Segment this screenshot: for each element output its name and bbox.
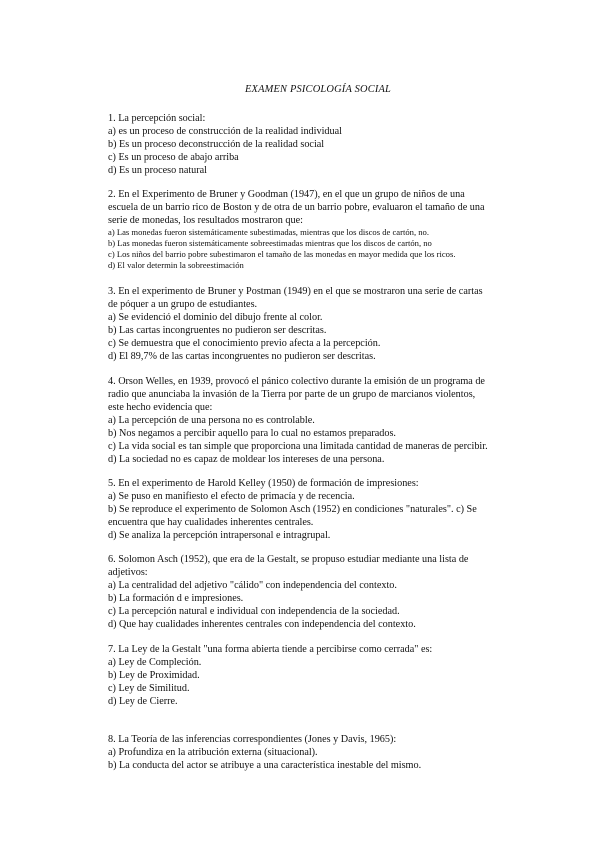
option-c[interactable]: c) Se demuestra que el conocimiento previo afecta a la percepción. [108,338,381,349]
question-stem: radio que anunciaba la invasión de la Tierra por parte de un grupo de marcianos violentos, [108,389,476,400]
option-c[interactable]: c) La percepción natural e individual con independencia de la sociedad. [108,606,400,617]
option-c[interactable]: c) Es un proceso de abajo arriba [108,152,239,163]
option-b[interactable]: b) Las cartas incongruentes no pudieron ser descritas. [108,325,327,336]
options-list [108,414,520,466]
question-stem: 6. Solomon Asch (1952), que era de la Gestalt, se propuso estudiar mediante una lista de [108,554,469,565]
question-5 [108,477,520,542]
question-7 [108,643,520,708]
option-a[interactable]: a) La percepción de una persona no es controlable. [108,415,315,426]
option-c[interactable]: encuentra que hay cualidades inherentes centrales. [108,517,314,528]
option-d[interactable]: d) Se analiza la percepción intrapersonal e intragrupal. [108,530,331,541]
question-stem: serie de monedas, los resultados mostraron que: [108,215,303,226]
question-stem: de póquer a un grupo de estudiantes. [108,299,258,310]
options-list [108,490,520,542]
option-a[interactable]: a) es un proceso de construcción de la realidad individual [108,126,342,137]
question-stem: 4. Orson Welles, en 1939, provocó el pánico colectivo durante la emisión de un programa de [108,376,485,387]
option-b[interactable]: b) La conducta del actor se atribuye a una característica inestable del mismo. [108,760,422,771]
options-list [108,656,520,708]
option-d[interactable]: d) Ley de Cierre. [108,696,178,707]
option-b[interactable]: b) Ley de Proximidad. [108,670,200,681]
options-list [108,746,520,772]
question-3 [108,285,520,363]
option-d[interactable]: d) Es un proceso natural [108,165,208,176]
question-6 [108,553,520,631]
option-c[interactable]: c) La vida social es tan simple que proporciona una limitada cantidad de maneras de percibir. [108,441,488,452]
question-2 [108,188,520,271]
option-d[interactable]: d) La sociedad no es capaz de moldear los intereses de una persona. [108,454,385,465]
option-a[interactable]: a) Las monedas fueron sistemáticamente subestimadas, mientras que los discos de cartón, no. [108,227,429,237]
option-d[interactable]: d) El 89,7% de las cartas incongruentes no pudieron ser descritas. [108,351,376,362]
question-8 [108,733,520,772]
question-stem: 2. En el Experimento de Bruner y Goodman (1947), en el que un grupo de niños de una [108,189,465,200]
question-stem: 7. La Ley de la Gestalt "una forma abierta tiende a percibirse como cerrada" es: [108,644,433,655]
question-stem: adjetivos: [108,567,148,578]
option-c[interactable]: c) Ley de Similitud. [108,683,190,694]
option-a[interactable]: a) Se puso en manifiesto el efecto de primacía y de recencia. [108,491,355,502]
option-a[interactable]: a) Profundiza en la atribución externa (situacional). [108,747,318,758]
page-title: EXAMEN PSICOLOGÍA SOCIAL [244,84,392,95]
option-d[interactable]: d) Que hay cualidades inherentes centrales con independencia del contexto. [108,619,416,630]
question-stem: 1. La percepción social: [108,113,206,124]
options-list [108,227,520,271]
option-b[interactable]: b) Es un proceso deconstrucción de la realidad social [108,139,325,150]
options-list [108,579,520,631]
option-b[interactable]: b) Las monedas fueron sistemáticamente sobreestimadas mientras que los discos de cartón, no [108,238,432,248]
question-stem: este hecho evidencia que: [108,402,213,413]
option-b[interactable]: b) Se reproduce el experimento de Solomon Asch (1952) en condiciones "naturales". c) Se [108,504,477,515]
question-1 [108,112,520,177]
question-stem: 8. La Teoría de las inferencias correspondientes (Jones y Davis, 1965): [108,734,397,745]
option-a[interactable]: a) La centralidad del adjetivo "cálido" con independencia del contexto. [108,580,397,591]
question-4 [108,375,520,466]
question-stem: escuela de un barrio rico de Boston y de otra de un barrio pobre, evaluaron el tamaño de una [108,202,485,213]
option-b[interactable]: b) Nos negamos a percibir aquello para lo cual no estamos preparados. [108,428,396,439]
option-a[interactable]: a) Ley de Compleción. [108,657,202,668]
options-list [108,125,520,177]
option-d[interactable]: d) El valor determin la sobreestimación [108,260,244,270]
question-stem: 3. En el experimento de Bruner y Postman (1949) en el que se mostraron una serie de cartas [108,286,483,297]
options-list [108,311,520,363]
option-a[interactable]: a) Se evidenció el dominio del dibujo frente al color. [108,312,323,323]
question-stem: 5. En el experimento de Harold Kelley (1950) de formación de impresiones: [108,478,419,489]
option-b[interactable]: b) La formación d e impresiones. [108,593,244,604]
option-c[interactable]: c) Los niños del barrio pobre subestimaron el tamaño de las monedas en mayor medida que los ricos. [108,249,456,259]
